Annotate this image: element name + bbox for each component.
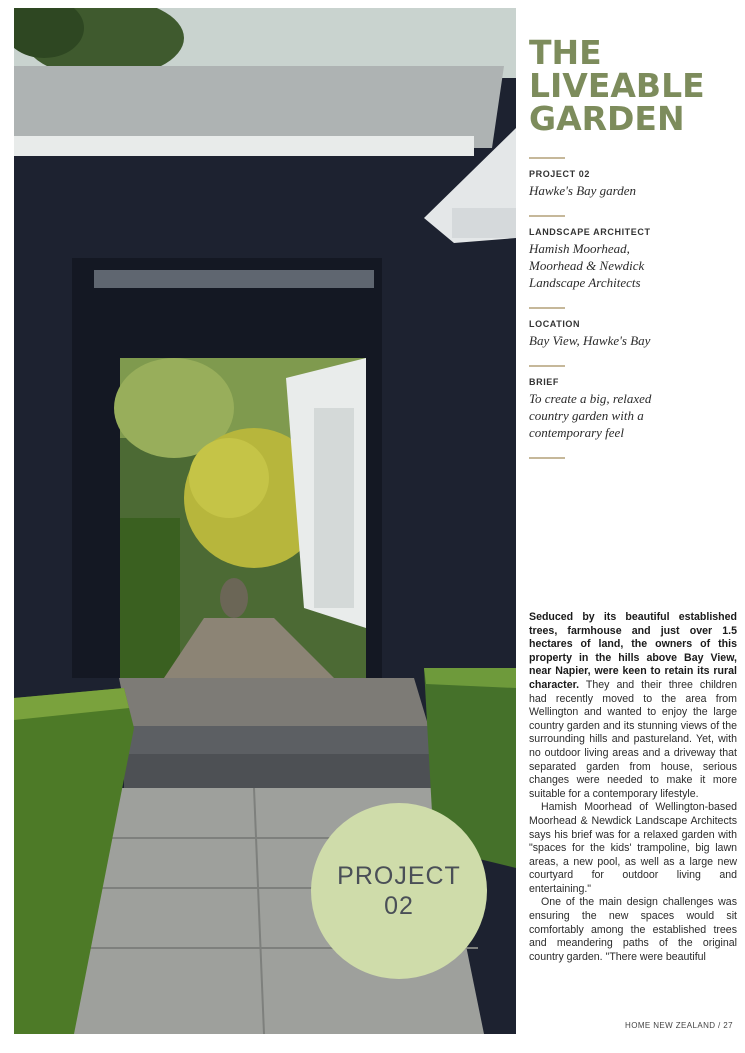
section-project	[529, 169, 729, 199]
section-value	[529, 332, 729, 349]
value-line: contemporary feel	[529, 425, 624, 440]
section-divider	[529, 457, 565, 459]
badge-line-project: PROJECT	[337, 862, 461, 890]
section-value	[529, 182, 729, 199]
value-line: Landscape Architects	[529, 275, 641, 290]
section-value	[529, 240, 729, 291]
section-label: BRIEF	[529, 377, 559, 387]
section-divider	[529, 157, 565, 159]
section-divider	[529, 365, 565, 367]
title-line: GARDEN	[529, 99, 685, 138]
paragraph: Hamish Moorhead of Wellington-based Moorhead & Newdick Landscape Architects says his brief was for a relaxed garden with "spaces for the kids' trampoline, big lawn areas, a new pool, as well as a large new courtyard for outdoor living and entertaining."	[529, 801, 737, 895]
value-line: Bay View, Hawke's Bay	[529, 333, 651, 348]
article-body	[529, 611, 737, 964]
paragraph-text: They and their three children had recently moved to the area from Wellington and wanted to enjoy the large country garden and its stunning views of the surrounding hills and pastureland. Yet, with no outdoor living areas and a driveway that separated garden from house, serious changes were needed to make it more suitable for a contemporary lifestyle.	[529, 678, 737, 800]
value-line: country garden with a	[529, 408, 644, 423]
section-label: LOCATION	[529, 319, 581, 329]
title-line: THE	[529, 33, 602, 72]
section-label: PROJECT 02	[529, 169, 591, 179]
section-label: LANDSCAPE ARCHITECT	[529, 227, 651, 237]
value-line: Hawke's Bay garden	[529, 183, 636, 198]
section-landscape-architect	[529, 227, 729, 291]
badge-line-number: 02	[384, 892, 414, 920]
title-line: LIVEABLE	[529, 66, 705, 105]
value-line: Moorhead & Newdick	[529, 258, 645, 273]
paragraph	[529, 611, 737, 801]
section-brief	[529, 377, 729, 441]
page-footer: HOME NEW ZEALAND / 27	[625, 1021, 733, 1030]
paragraph: One of the main design challenges was ensuring the new spaces would sit comfortably among the established trees and meandering paths of the original country garden. "There were beautiful	[529, 896, 737, 963]
lede-text: Seduced by its beautiful established trees, farmhouse and just over 1.5 hectares of land, the owners of this property in the hills above Bay View, near Napier, were keen to retain its rural character.	[529, 611, 737, 691]
section-value	[529, 390, 729, 441]
section-divider	[529, 307, 565, 309]
info-sidebar	[529, 33, 729, 469]
section-location	[529, 319, 729, 349]
value-line: Hamish Moorhead,	[529, 241, 630, 256]
section-divider	[529, 215, 565, 217]
project-badge	[311, 803, 487, 979]
article-title	[529, 33, 729, 138]
value-line: To create a big, relaxed	[529, 391, 652, 406]
